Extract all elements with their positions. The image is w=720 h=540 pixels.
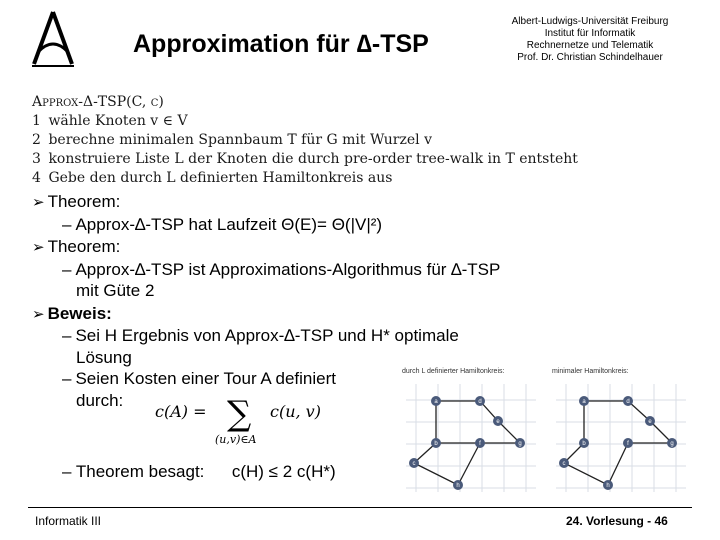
figure-minimal-cycle xyxy=(548,364,688,494)
step-text: konstruiere Liste L der Knoten die durch pre-order tree-walk in T entsteht xyxy=(48,151,578,167)
figure-title: minimaler Hamiltonkreis: xyxy=(552,368,629,375)
algorithm-heading: Approx-Δ-TSP(C, c) xyxy=(32,94,164,110)
node-label: e xyxy=(648,419,652,425)
step-number: 2 xyxy=(32,132,41,148)
footer-course: Informatik III xyxy=(35,514,102,528)
sub-bullet: – Sei H Ergebnis von Approx-∆-TSP und H* optimale xyxy=(62,326,459,345)
node-label: h xyxy=(606,483,610,489)
algorithm-step xyxy=(32,150,578,169)
node-label: a xyxy=(434,399,438,405)
bullet-theorem-1: ➢ Theorem: xyxy=(32,192,121,211)
bullet-proof: ➢ Beweis: xyxy=(32,303,112,323)
sub-bullet: – Seien Kosten einer Tour A definiert xyxy=(62,369,336,388)
node-label: f xyxy=(479,441,481,447)
node-label: f xyxy=(627,441,629,447)
institution-info xyxy=(470,16,710,64)
footer-page: 24. Vorlesung - 46 xyxy=(566,514,668,528)
node-label: g xyxy=(518,441,522,447)
node-label: c xyxy=(412,461,416,467)
sub-bullet-continuation: mit Güte 2 xyxy=(76,281,155,300)
node-label: d xyxy=(478,399,482,405)
bullet-theorem-2: ➢ Theorem: xyxy=(32,237,121,256)
sub-bullet: – Approx-∆-TSP hat Laufzeit Θ(E)= Θ(|V|²) xyxy=(62,214,383,234)
step-number: 1 xyxy=(32,113,41,129)
cost-formula xyxy=(155,395,330,447)
footer-divider xyxy=(28,507,692,508)
step-text: Gebe den durch L definierten Hamiltonkreis aus xyxy=(48,170,393,186)
institution-line: Albert-Ludwigs-Universität Freiburg xyxy=(511,16,669,27)
node-label: g xyxy=(670,441,674,447)
algorithm-listing xyxy=(32,93,578,188)
slide-title: Approximation für ∆-TSP xyxy=(133,30,429,58)
figure-title: durch L definierter Hamiltonkreis: xyxy=(402,368,505,375)
step-text: berechne minimalen Spannbaum T für G mit Wurzel v xyxy=(48,132,432,148)
university-logo xyxy=(28,8,78,70)
node-label: d xyxy=(626,399,630,405)
sub-bullet-continuation: Lösung xyxy=(76,347,132,367)
sub-bullet-continuation: durch: xyxy=(76,390,124,410)
node-label: c xyxy=(562,461,566,467)
algorithm-step xyxy=(32,169,578,188)
node-label: b xyxy=(582,441,586,447)
algorithm-step xyxy=(32,131,578,150)
sum-symbol-icon: ∑ xyxy=(227,395,252,434)
node-label: h xyxy=(456,483,460,489)
arrow-bullet-icon: ➢ xyxy=(32,194,45,211)
step-number: 3 xyxy=(32,151,41,167)
formula-rhs: c(u, v) xyxy=(270,402,321,421)
formula-subscript: (u,v)∈A xyxy=(215,433,257,446)
step-text: wähle Knoten v ∈ V xyxy=(48,113,188,129)
figure-tree-walk-cycle xyxy=(398,364,538,494)
arrow-bullet-icon: ➢ xyxy=(32,305,45,323)
institution-line: Prof. Dr. Christian Schindelhauer xyxy=(517,52,663,63)
formula-lhs: c(A) = xyxy=(155,402,207,421)
node-label: e xyxy=(496,419,500,425)
step-number: 4 xyxy=(32,170,41,186)
institution-line: Rechnernetze und Telematik xyxy=(526,40,654,51)
sub-bullet: – Approx-∆-TSP ist Approximations-Algorithmus für ∆-TSP xyxy=(62,259,501,279)
node-label: a xyxy=(582,399,586,405)
theorem-statement: – Theorem besagt: c(H) ≤ 2 c(H*) xyxy=(62,462,336,481)
arrow-bullet-icon: ➢ xyxy=(32,239,45,256)
node-label: b xyxy=(434,441,438,447)
algorithm-step xyxy=(32,112,578,131)
institution-line: Institut für Informatik xyxy=(544,28,636,39)
